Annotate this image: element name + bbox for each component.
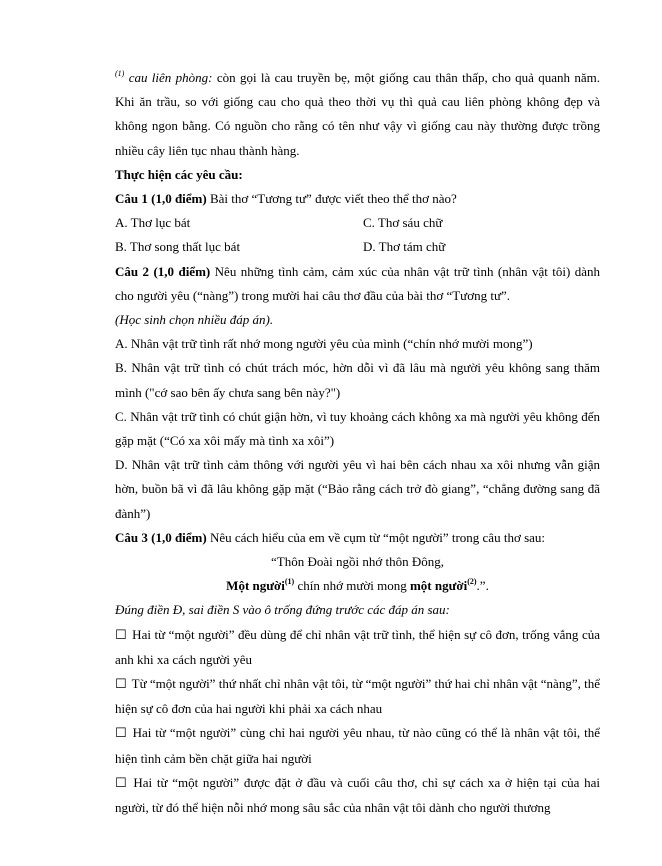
answer-checkbox-4[interactable]: ☐	[115, 775, 127, 791]
question-3-text: Nêu cách hiểu của em về cụm từ “một người” trong câu thơ sau:	[206, 529, 546, 545]
answer-item-4	[115, 771, 600, 820]
question-1-option-a: A. Thơ lục bát	[115, 215, 191, 231]
question-1-text: Bài thơ “Tương tư” được viết theo thể thơ nào?	[206, 191, 457, 207]
question-2-option-c: C. Nhân vật trữ tình có chút giận hờn, vì tuy khoảng cách không xa mà người yêu không đến gặp mặt (“Có xa xôi mấy mà tình xa xôi”)	[115, 408, 600, 449]
answer-text-3: Hai từ “một người” cùng chỉ hai người yêu nhau, từ nào cũng có thể là nhân vật tôi, thể hiện tình cảm bền chặt giữa hai người	[115, 725, 600, 766]
footnote	[115, 66, 600, 163]
footnote-term: cau liên phòng:	[128, 70, 213, 85]
answer-item-2	[115, 672, 600, 721]
verse-sup-1: (1)	[284, 577, 295, 587]
footnote-text: còn gọi là cau truyền bẹ, một giống cau thân thấp, cho quả quanh năm. Khi ăn trầu, so với giống cau cho quả theo thời vụ thì quả cau liên phòng không đẹp và không ngon bằng. Có nguồn cho rằng có tên như vậy vì giống cau này thường được trồng nhiều cây liên tục nhau thành hàng.	[115, 70, 601, 158]
question-2-text: Nêu những tình cảm, cảm xúc của nhân vật trữ tình (nhân vật tôi) dành cho người yêu (“nàng”) trong mười hai câu thơ đầu của bài thơ “Tương tư”.	[115, 263, 600, 303]
question-2	[115, 260, 600, 308]
question-1-option-b: B. Thơ song thất lục bát	[115, 239, 241, 255]
question-2-note: (Học sinh chọn nhiều đáp án).	[115, 312, 274, 328]
answer-item-1	[115, 623, 600, 672]
answer-checkbox-2[interactable]: ☐	[115, 677, 127, 693]
answer-text-4: Hai từ “một người” được đặt ở đầu và cuối câu thơ, chỉ sự cách xa ở hiện tại của hai người, từ đó thể hiện nỗi nhớ mong sâu sắc của nhân vật tôi dành cho người thương	[115, 774, 600, 816]
answer-checkbox-1[interactable]: ☐	[115, 627, 127, 643]
answer-item-3	[115, 721, 600, 770]
question-1-options-row-1	[115, 211, 600, 235]
document-page	[115, 66, 600, 820]
verse-sup-2: (2)	[467, 577, 477, 587]
answer-text-1: Hai từ “một người” đều dùng để chỉ nhân vật trữ tình, thể hiện sự cô đơn, trống vắng của anh khi xa cách người yêu	[115, 626, 600, 667]
verse-end: .”.	[476, 578, 489, 594]
answer-text-2: Từ “một người” thứ nhất chỉ nhân vật tôi, từ “một người” thứ hai chỉ nhân vật “nàng”, thể hiện sự cô đơn của hai người khi phải xa cách nhau	[115, 676, 600, 717]
question-1	[115, 187, 600, 211]
verse-middle: chín nhớ mười mong	[294, 578, 410, 594]
question-3-instruction: Đúng điền Đ, sai điền S vào ô trống đứng trước các đáp án sau:	[115, 602, 450, 618]
section-title: Thực hiện các yêu cầu:	[115, 166, 243, 182]
question-2-option-b: B. Nhân vật trữ tình có chút trách móc, hờn dỗi vì đã lâu mà người yêu không sang thăm mình ("cớ sao bên ấy chưa sang bên này?")	[115, 360, 600, 400]
question-2-label: Câu 2 (1,0 điểm)	[115, 263, 211, 279]
question-2-option-a: A. Nhân vật trữ tình rất nhớ mong người yêu của mình (“chín nhớ mười mong”)	[115, 336, 533, 352]
verse-line-2	[115, 574, 600, 598]
question-2-option-d: D. Nhân vật trữ tình cảm thông với người yêu vì hai bên cách nhau xa xôi nhưng vẫn giận hờn, buồn bã vì đã lâu không gặp mặt (“Bảo rằng cách trở đò giang”, “chẳng đường sang đã đành”)	[115, 457, 600, 521]
question-1-option-c: C. Thơ sáu chữ	[363, 215, 443, 231]
footnote-marker: (1)	[115, 69, 125, 78]
question-1-options-row-2	[115, 235, 600, 259]
answer-checkbox-3[interactable]: ☐	[115, 726, 127, 742]
question-3	[115, 526, 600, 550]
verse-line-1: “Thôn Đoài ngồi nhớ thôn Đông,	[271, 554, 444, 570]
verse-second-person: một người	[409, 578, 468, 594]
question-3-label: Câu 3 (1,0 điểm)	[115, 529, 207, 545]
question-1-label: Câu 1 (1,0 điểm)	[115, 191, 207, 207]
verse-first-person: Một người	[226, 578, 285, 594]
question-1-option-d: D. Thơ tám chữ	[363, 239, 446, 255]
